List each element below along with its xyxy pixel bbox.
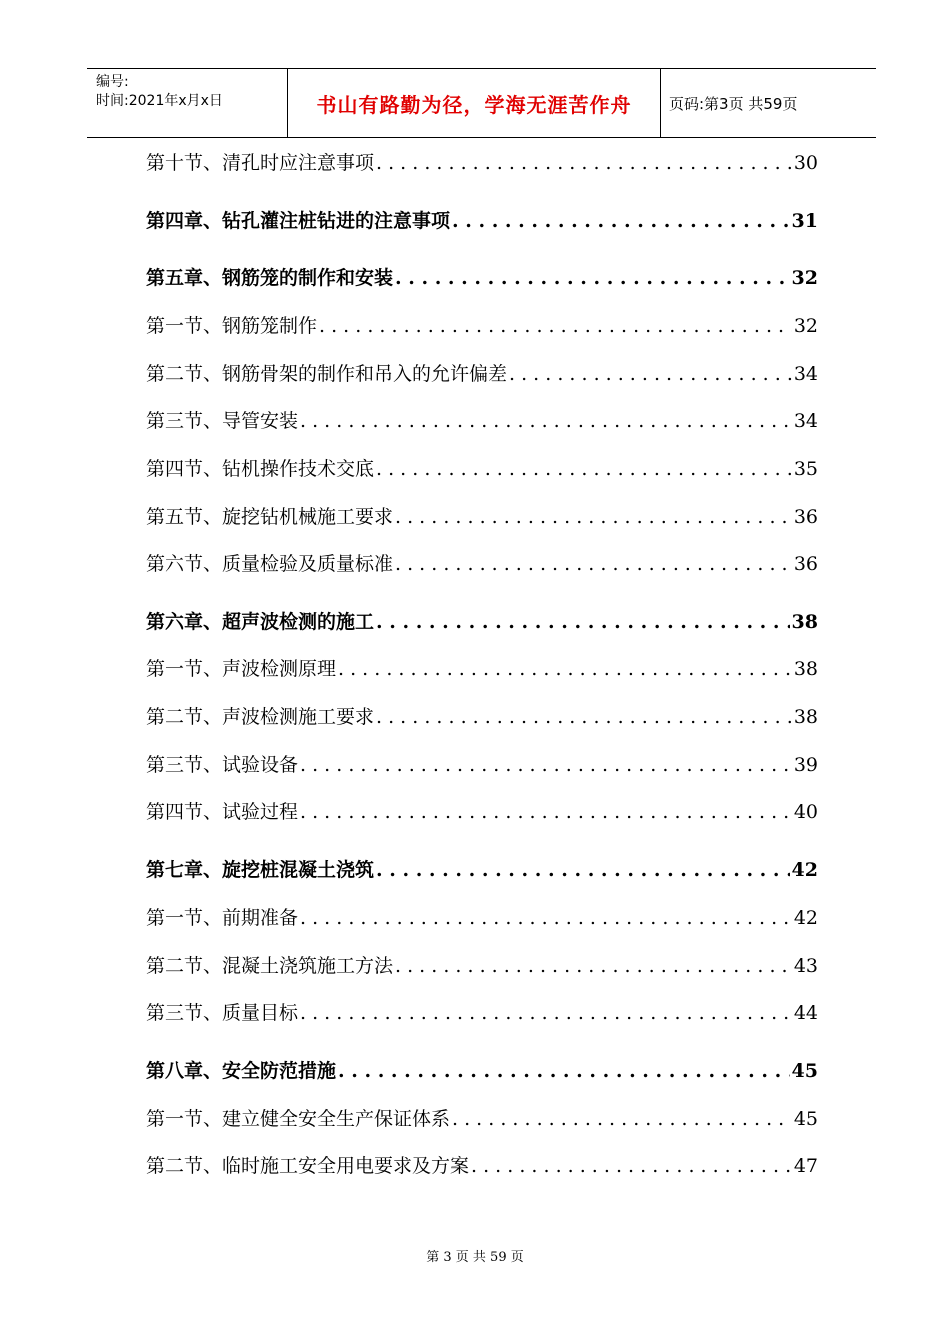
toc-leader-dots [300, 801, 792, 823]
toc-entry-page: 45 [791, 1060, 818, 1082]
toc-entry-label: 第八章、安全防范措施 [146, 1060, 337, 1082]
toc-chapter-entry[interactable] [146, 607, 818, 634]
toc-leader-dots [376, 859, 790, 881]
toc-entry-label: 第二节、混凝土浇筑施工方法 [146, 955, 394, 977]
toc-entry-label: 第三节、质量目标 [146, 1002, 299, 1024]
number-label: 编号: [96, 74, 129, 90]
toc-section-entry[interactable] [146, 359, 818, 386]
page-header [87, 68, 876, 138]
toc-leader-dots [338, 1060, 790, 1082]
toc-entry-label: 第五章、钢筋笼的制作和安装 [146, 267, 394, 289]
toc-section-entry[interactable] [146, 1151, 818, 1178]
page-info: 页码:第3页 共59页 [669, 94, 798, 113]
toc-section-entry[interactable] [146, 454, 818, 481]
toc-section-entry[interactable] [146, 549, 818, 576]
header-motto-cell [287, 69, 661, 137]
toc-entry-page: 42 [793, 907, 818, 929]
toc-chapter-entry[interactable] [146, 206, 818, 233]
toc-entry-label: 第六节、质量检验及质量标准 [146, 553, 394, 575]
toc-entry-page: 30 [793, 152, 818, 174]
toc-leader-dots [395, 955, 792, 977]
toc-entry-page: 36 [793, 506, 818, 528]
toc-section-entry[interactable] [146, 654, 818, 681]
toc-entry-label: 第七章、旋挖桩混凝土浇筑 [146, 859, 375, 881]
toc-entry-label: 第五节、旋挖钻机械施工要求 [146, 506, 394, 528]
toc-entry-page: 39 [793, 754, 818, 776]
toc-leader-dots [376, 706, 792, 728]
toc-entry-label: 第一节、声波检测原理 [146, 658, 337, 680]
toc-leader-dots [376, 611, 790, 633]
page-footer [0, 1246, 950, 1265]
toc-leader-dots [376, 152, 792, 174]
toc-entry-page: 40 [793, 801, 818, 823]
toc-entry-page: 34 [793, 410, 818, 432]
toc-entry-page: 38 [793, 658, 818, 680]
toc-leader-dots [376, 458, 792, 480]
toc-chapter-entry[interactable] [146, 855, 818, 882]
toc-section-entry[interactable] [146, 750, 818, 777]
toc-section-entry[interactable] [146, 406, 818, 433]
toc-leader-dots [395, 267, 790, 289]
toc-section-entry[interactable] [146, 702, 818, 729]
toc-entry-label: 第三节、试验设备 [146, 754, 299, 776]
toc-entry-label: 第十节、清孔时应注意事项 [146, 152, 375, 174]
toc-entry-label: 第二节、临时施工安全用电要求及方案 [146, 1155, 470, 1177]
toc-entry-page: 31 [791, 210, 818, 232]
toc-section-entry[interactable] [146, 951, 818, 978]
toc-entry-label: 第一节、前期准备 [146, 907, 299, 929]
toc-leader-dots [395, 553, 792, 575]
toc-entry-page: 36 [793, 553, 818, 575]
toc-entry-page: 38 [791, 611, 818, 633]
toc-entry-page: 32 [793, 315, 818, 337]
toc-leader-dots [471, 1155, 792, 1177]
toc-leader-dots [319, 315, 792, 337]
toc-section-entry[interactable] [146, 903, 818, 930]
toc-entry-label: 第一节、建立健全安全生产保证体系 [146, 1108, 451, 1130]
toc-entry-label: 第二节、钢筋骨架的制作和吊入的允许偏差 [146, 363, 508, 385]
toc-entry-page: 44 [793, 1002, 818, 1024]
toc-entry-page: 35 [793, 458, 818, 480]
toc-section-entry[interactable] [146, 797, 818, 824]
toc-leader-dots [338, 658, 792, 680]
toc-section-entry[interactable] [146, 311, 818, 338]
toc-entry-label: 第四章、钻孔灌注桩钻进的注意事项 [146, 210, 451, 232]
toc-entry-page: 47 [793, 1155, 818, 1177]
header-page-cell [661, 69, 876, 137]
toc-leader-dots [452, 1108, 792, 1130]
footer-page-number: 第 3 页 共 59 页 [426, 1250, 524, 1265]
toc-entry-page: 43 [793, 955, 818, 977]
toc-chapter-entry[interactable] [146, 1056, 818, 1083]
motto: 书山有路勤为径，学海无涯苦作舟 [316, 92, 632, 117]
toc-section-entry[interactable] [146, 502, 818, 529]
toc-leader-dots [300, 1002, 792, 1024]
toc-entry-page: 38 [793, 706, 818, 728]
toc-entry-label: 第三节、导管安装 [146, 410, 299, 432]
toc-entry-page: 42 [791, 859, 818, 881]
header-meta [87, 69, 287, 137]
toc-entry-label: 第四节、试验过程 [146, 801, 299, 823]
toc-section-entry[interactable] [146, 148, 818, 175]
toc-entry-label: 第二节、声波检测施工要求 [146, 706, 375, 728]
toc-entry-page: 32 [791, 267, 818, 289]
toc-entry-page: 45 [793, 1108, 818, 1130]
toc-leader-dots [300, 754, 792, 776]
toc-section-entry[interactable] [146, 1104, 818, 1131]
toc-leader-dots [300, 410, 792, 432]
toc-entry-page: 34 [793, 363, 818, 385]
toc-chapter-entry[interactable] [146, 263, 818, 290]
toc-leader-dots [452, 210, 790, 232]
toc-entry-label: 第四节、钻机操作技术交底 [146, 458, 375, 480]
toc-entry-label: 第六章、超声波检测的施工 [146, 611, 375, 633]
toc-entry-label: 第一节、钢筋笼制作 [146, 315, 318, 337]
toc-leader-dots [300, 907, 792, 929]
toc-section-entry[interactable] [146, 998, 818, 1025]
toc-leader-dots [395, 506, 792, 528]
toc-leader-dots [509, 363, 792, 385]
time-label: 时间:2021年x月x日 [96, 93, 223, 109]
